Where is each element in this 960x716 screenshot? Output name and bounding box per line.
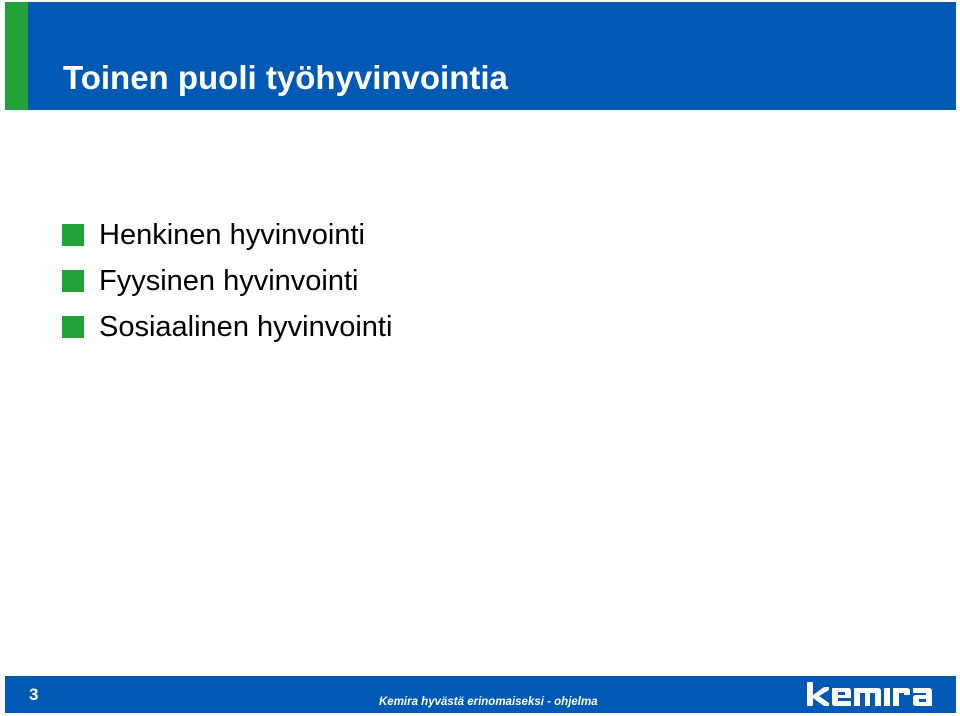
- kemira-logo-icon: [805, 680, 935, 710]
- bullet-text: Sosiaalinen hyvinvointi: [99, 311, 393, 343]
- bullet-item-fyysinen: [62, 258, 392, 304]
- slide-title: Toinen puoli työhyvinvointia: [63, 59, 508, 96]
- footer-program-text: Kemira hyvästä erinomaiseksi - ohjelma: [379, 696, 598, 708]
- bullet-item-henkinen: [62, 212, 392, 258]
- bullet-text: Fyysinen hyvinvointi: [99, 265, 359, 297]
- bullet-square-icon: [62, 316, 84, 338]
- bullet-square-icon: [62, 270, 84, 292]
- title-bar: [5, 2, 956, 110]
- bullet-square-icon: [62, 224, 84, 246]
- footer-bar: [5, 676, 956, 713]
- bullet-text: Henkinen hyvinvointi: [99, 219, 365, 251]
- page-number: 3: [29, 685, 39, 704]
- bullet-list: [62, 212, 392, 350]
- bullet-item-sosiaalinen: [62, 304, 392, 350]
- title-accent-stripe: [5, 2, 28, 110]
